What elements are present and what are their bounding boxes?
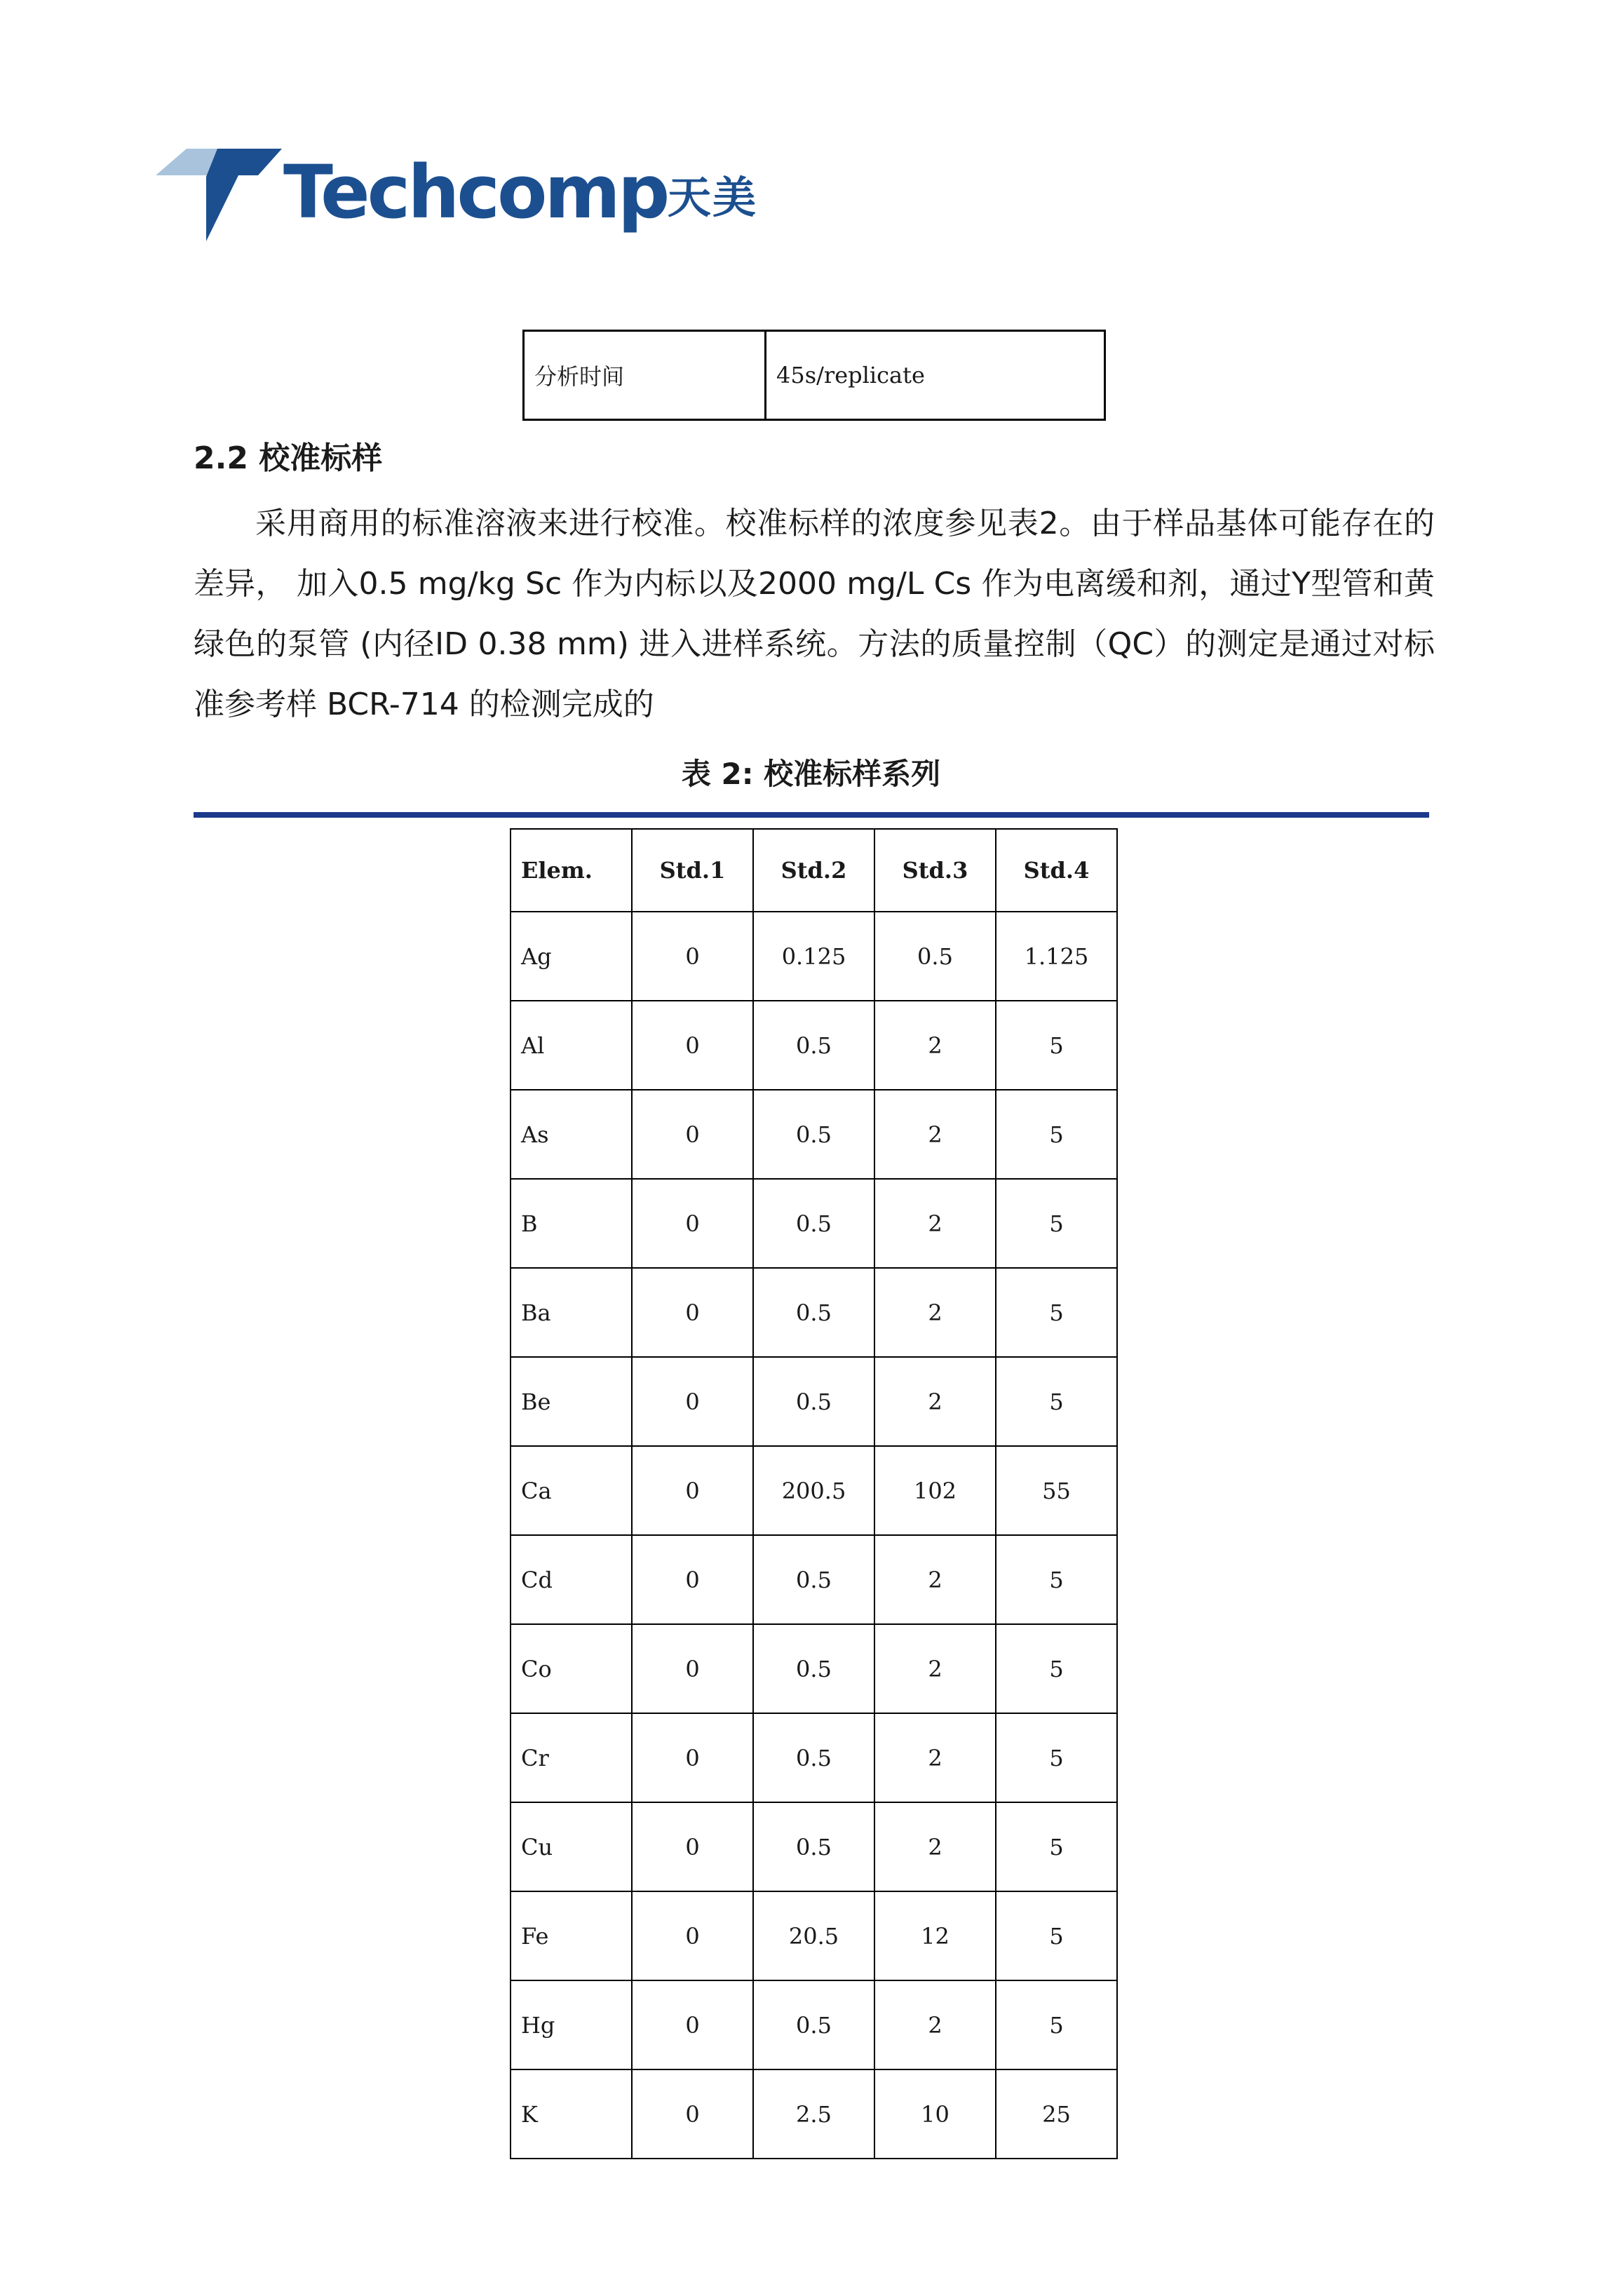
section-paragraph: 采用商用的标准溶液来进行校准。校准标样的浓度参见表2。由于样品基体可能存在的差异， 加入0.5 mg/kg Sc 作为内标以及2000 mg/L Cs 作为电离缓和剂，通过Y型管和黄绿色的泵管 (内径ID 0.38 mm) 进入进样系统。方法的质量控制（QC）的测定是通过对标准参考样 BCR-714 的检测完成的 bbox=[194, 506, 1435, 722]
cell-element: K bbox=[511, 2069, 632, 2159]
cell-std3: 2 bbox=[874, 1090, 996, 1179]
cell-std1: 0 bbox=[632, 1446, 753, 1535]
cell-std3: 2 bbox=[874, 1802, 996, 1891]
cell-std1: 0 bbox=[632, 1268, 753, 1357]
cell-std1: 0 bbox=[632, 1179, 753, 1268]
cell-std4: 5 bbox=[996, 1891, 1117, 1980]
cell-std2: 0.5 bbox=[753, 1179, 874, 1268]
cell-element: Be bbox=[511, 1357, 632, 1446]
table-body bbox=[511, 912, 1117, 2159]
cell-std1: 0 bbox=[632, 1802, 753, 1891]
cell-std2: 200.5 bbox=[753, 1446, 874, 1535]
cell-element: Hg bbox=[511, 1980, 632, 2069]
cell-std1: 0 bbox=[632, 1090, 753, 1179]
cell-element: Fe bbox=[511, 1891, 632, 1980]
cell-std2: 0.5 bbox=[753, 1268, 874, 1357]
table-row bbox=[511, 1624, 1117, 1713]
cell-std3: 12 bbox=[874, 1891, 996, 1980]
column-header-std4: Std.4 bbox=[996, 829, 1117, 912]
table-header-row bbox=[511, 829, 1117, 912]
cell-std4: 5 bbox=[996, 1802, 1117, 1891]
cell-element: Ca bbox=[511, 1446, 632, 1535]
table-row bbox=[511, 912, 1117, 1001]
cell-std3: 0.5 bbox=[874, 912, 996, 1001]
cell-std3: 2 bbox=[874, 1179, 996, 1268]
cell-std4: 55 bbox=[996, 1446, 1117, 1535]
table-row bbox=[511, 1268, 1117, 1357]
column-header-element: Elem. bbox=[511, 829, 632, 912]
column-header-std3: Std.3 bbox=[874, 829, 996, 912]
cell-std3: 2 bbox=[874, 1980, 996, 2069]
table-row bbox=[511, 1357, 1117, 1446]
param-value: 45s/replicate bbox=[766, 331, 1105, 420]
cell-std1: 0 bbox=[632, 912, 753, 1001]
table-row bbox=[511, 1980, 1117, 2069]
cell-std2: 0.5 bbox=[753, 1090, 874, 1179]
cell-std4: 1.125 bbox=[996, 912, 1117, 1001]
cell-std1: 0 bbox=[632, 2069, 753, 2159]
column-header-std2: Std.2 bbox=[753, 829, 874, 912]
cell-std2: 0.5 bbox=[753, 1535, 874, 1624]
table-row bbox=[511, 1891, 1117, 1980]
cell-element: B bbox=[511, 1179, 632, 1268]
cell-std2: 0.5 bbox=[753, 1980, 874, 2069]
techcomp-logo-icon bbox=[156, 149, 282, 241]
cell-element: Al bbox=[511, 1001, 632, 1090]
cell-std2: 0.5 bbox=[753, 1624, 874, 1713]
table-caption: 表 2: 校准标样系列 bbox=[681, 757, 941, 791]
cell-std2: 0.5 bbox=[753, 1357, 874, 1446]
cell-std3: 10 bbox=[874, 2069, 996, 2159]
cell-std4: 5 bbox=[996, 1980, 1117, 2069]
analysis-parameter-table bbox=[522, 330, 1106, 421]
cell-std1: 0 bbox=[632, 1713, 753, 1802]
cell-std4: 5 bbox=[996, 1001, 1117, 1090]
table-rule bbox=[194, 812, 1429, 818]
logo-chinese-name: 天美 bbox=[668, 172, 758, 223]
cell-std1: 0 bbox=[632, 1624, 753, 1713]
table-row bbox=[511, 1179, 1117, 1268]
cell-element: As bbox=[511, 1090, 632, 1179]
cell-std1: 0 bbox=[632, 1001, 753, 1090]
table-row bbox=[511, 1001, 1117, 1090]
calibration-standards-table bbox=[510, 828, 1118, 2159]
cell-std4: 5 bbox=[996, 1179, 1117, 1268]
cell-std2: 0.5 bbox=[753, 1713, 874, 1802]
logo-wordmark: Techcomp bbox=[283, 149, 668, 235]
cell-element: Cd bbox=[511, 1535, 632, 1624]
cell-std4: 5 bbox=[996, 1357, 1117, 1446]
cell-std1: 0 bbox=[632, 1535, 753, 1624]
cell-std4: 5 bbox=[996, 1713, 1117, 1802]
cell-std4: 25 bbox=[996, 2069, 1117, 2159]
cell-std4: 5 bbox=[996, 1090, 1117, 1179]
cell-std3: 102 bbox=[874, 1446, 996, 1535]
cell-std3: 2 bbox=[874, 1268, 996, 1357]
table-row bbox=[511, 1446, 1117, 1535]
cell-std2: 0.5 bbox=[753, 1001, 874, 1090]
cell-std1: 0 bbox=[632, 1357, 753, 1446]
cell-std1: 0 bbox=[632, 1891, 753, 1980]
cell-std1: 0 bbox=[632, 1980, 753, 2069]
cell-std3: 2 bbox=[874, 1001, 996, 1090]
cell-std4: 5 bbox=[996, 1624, 1117, 1713]
cell-element: Ba bbox=[511, 1268, 632, 1357]
cell-element: Cu bbox=[511, 1802, 632, 1891]
cell-std3: 2 bbox=[874, 1624, 996, 1713]
cell-std4: 5 bbox=[996, 1268, 1117, 1357]
column-header-std1: Std.1 bbox=[632, 829, 753, 912]
cell-element: Cr bbox=[511, 1713, 632, 1802]
section-heading: 2.2 校准标样 bbox=[194, 440, 383, 476]
cell-std2: 2.5 bbox=[753, 2069, 874, 2159]
company-logo bbox=[156, 149, 773, 241]
table-row bbox=[511, 2069, 1117, 2159]
cell-std2: 0.5 bbox=[753, 1802, 874, 1891]
cell-element: Co bbox=[511, 1624, 632, 1713]
table-row bbox=[524, 331, 1105, 420]
param-label: 分析时间 bbox=[524, 331, 766, 420]
table-row bbox=[511, 1535, 1117, 1624]
table-row bbox=[511, 1713, 1117, 1802]
cell-element: Ag bbox=[511, 912, 632, 1001]
cell-std3: 2 bbox=[874, 1713, 996, 1802]
cell-std2: 0.125 bbox=[753, 912, 874, 1001]
table-row bbox=[511, 1802, 1117, 1891]
cell-std4: 5 bbox=[996, 1535, 1117, 1624]
cell-std2: 20.5 bbox=[753, 1891, 874, 1980]
cell-std3: 2 bbox=[874, 1357, 996, 1446]
cell-std3: 2 bbox=[874, 1535, 996, 1624]
table-row bbox=[511, 1090, 1117, 1179]
